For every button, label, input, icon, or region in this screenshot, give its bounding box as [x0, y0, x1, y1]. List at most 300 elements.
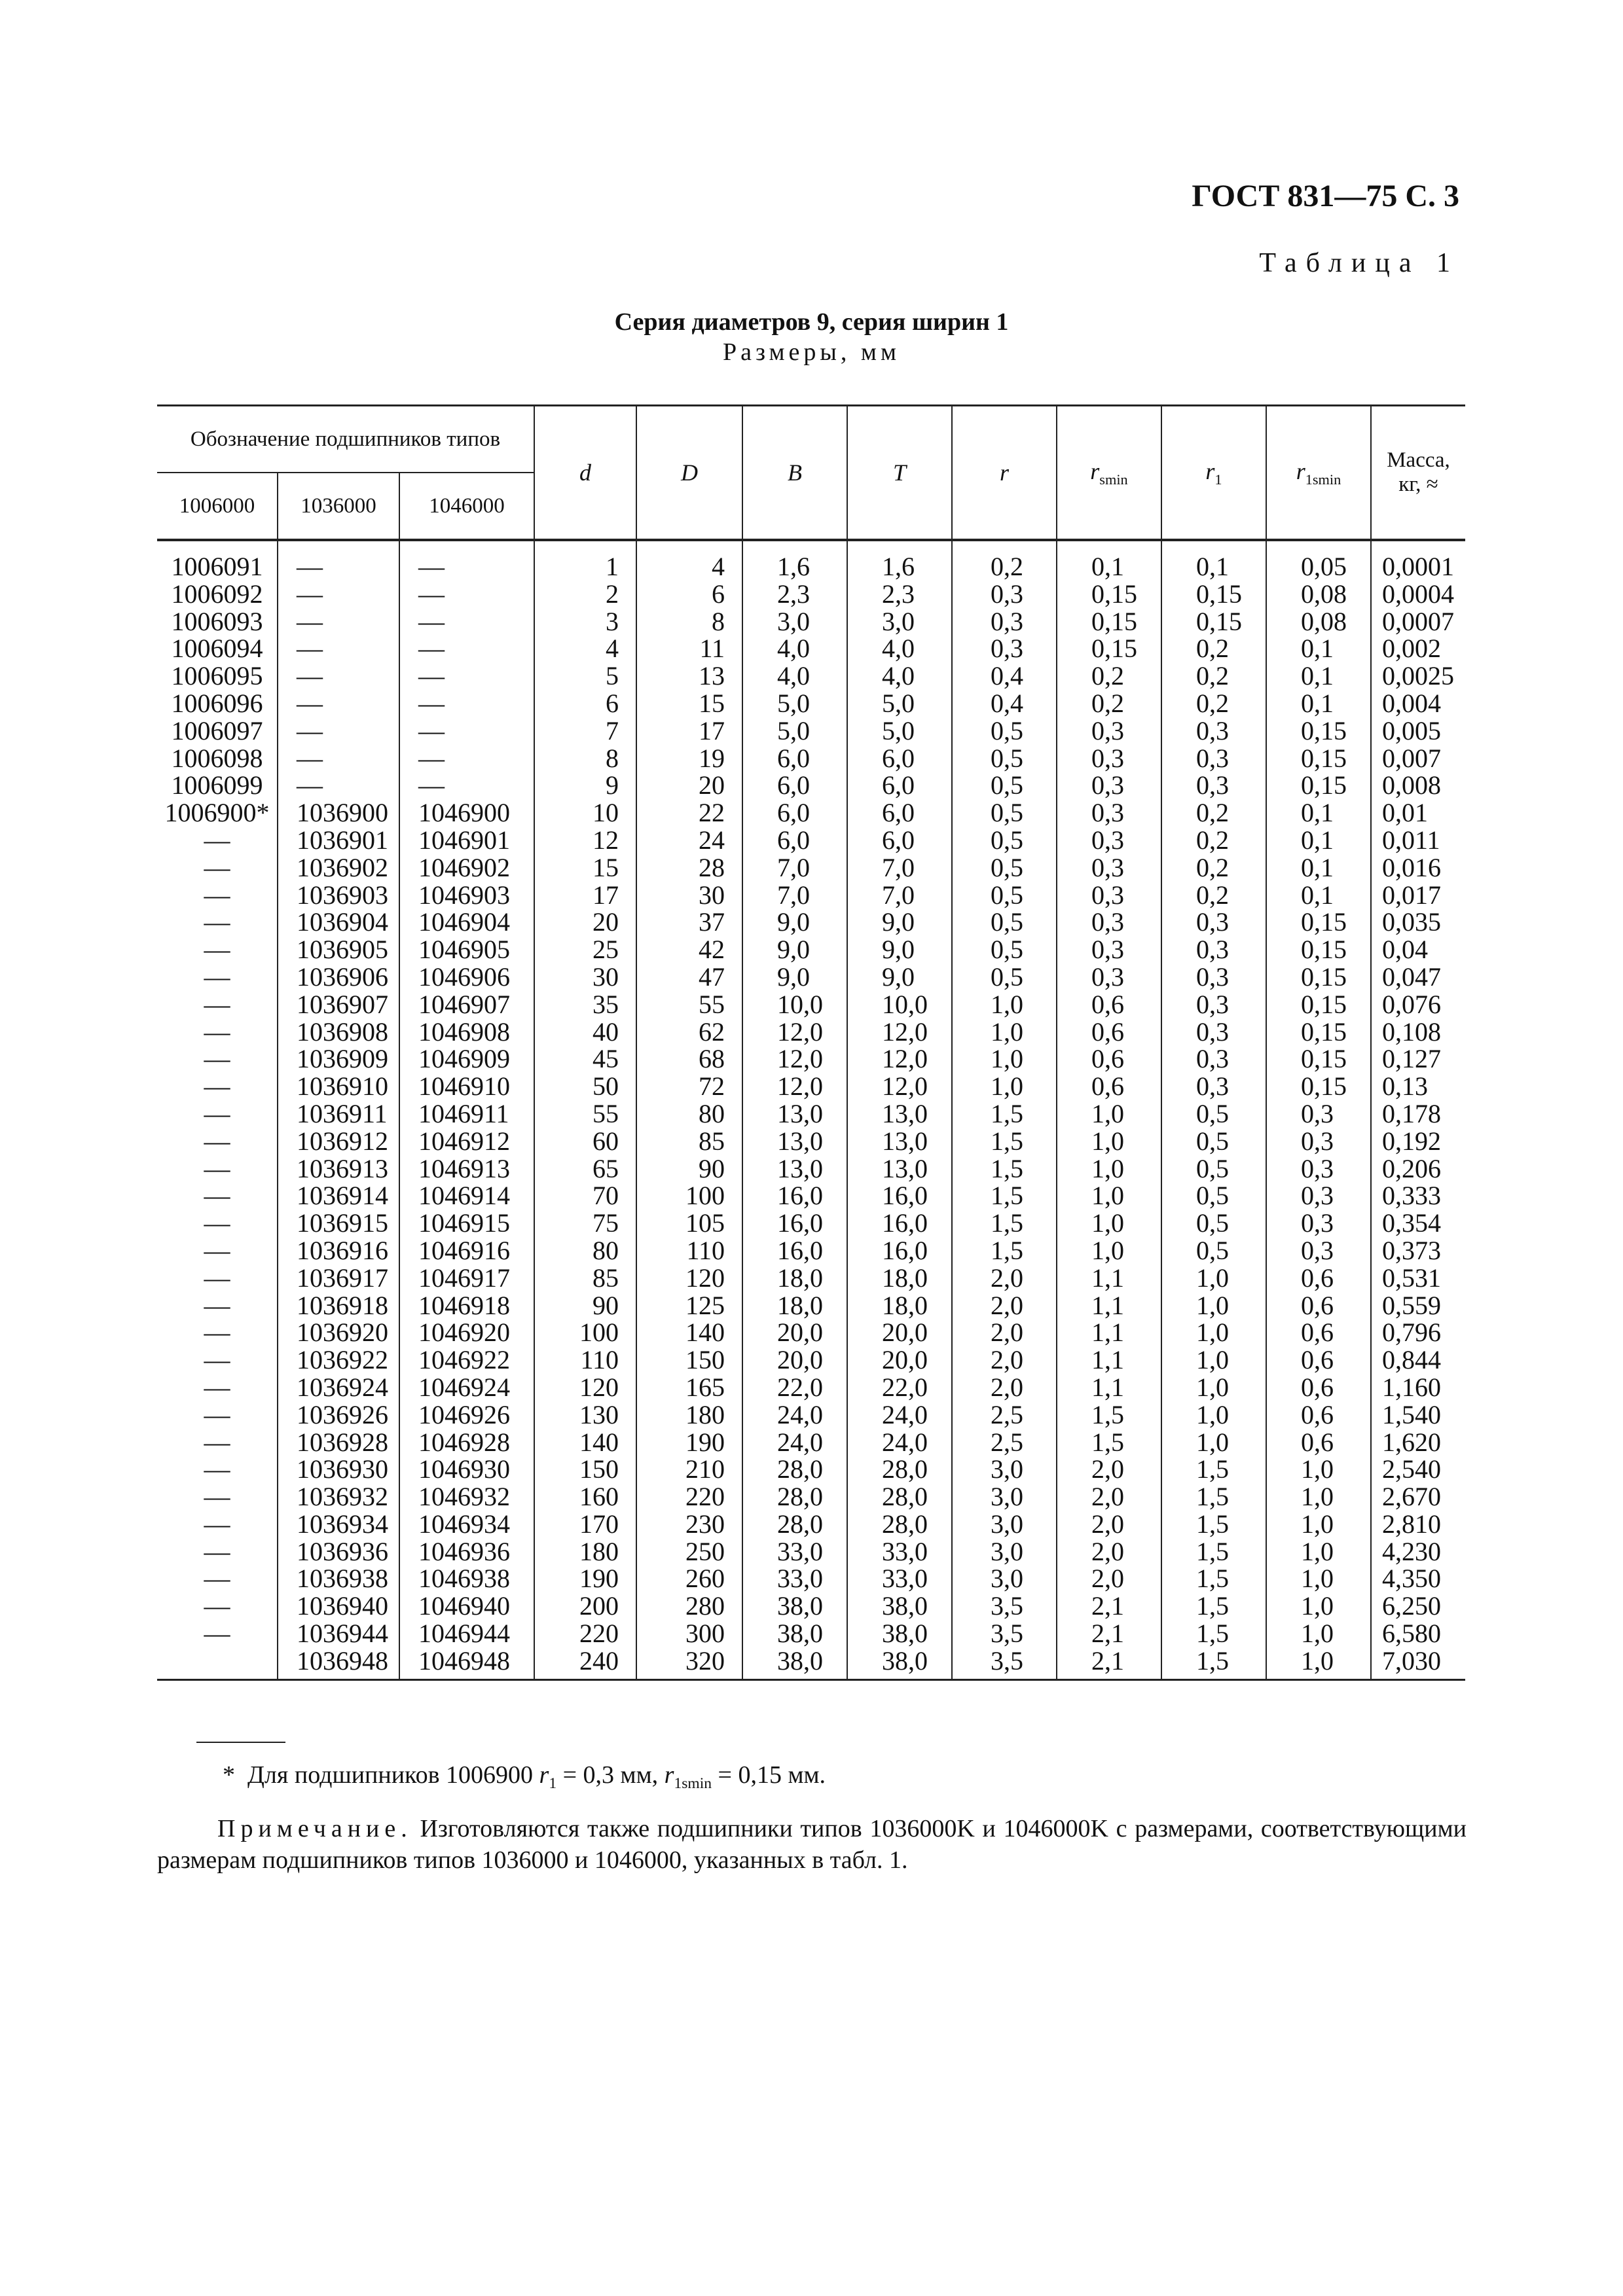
cell-mass: 0,047	[1371, 963, 1465, 991]
cell-rsmin: 1,1	[1057, 1292, 1161, 1319]
cell-d: 190	[534, 1565, 636, 1592]
cell-r1: 1,0	[1161, 1346, 1266, 1374]
table-row	[157, 1483, 1465, 1511]
cell-type-1006000: —	[157, 991, 278, 1018]
cell-d: 110	[534, 1346, 636, 1374]
cell-B: 20,0	[742, 1346, 847, 1374]
cell-type-1036000: 1036910	[278, 1073, 399, 1100]
cell-D: 62	[636, 1018, 742, 1046]
cell-r1: 0,5	[1161, 1128, 1266, 1155]
cell-D: 13	[636, 662, 742, 690]
cell-D: 24	[636, 827, 742, 854]
cell-d: 3	[534, 608, 636, 636]
cell-T: 6,0	[847, 799, 952, 827]
footnote-marker: *	[223, 1761, 235, 1789]
cell-r1: 1,5	[1161, 1565, 1266, 1592]
cell-D: 320	[636, 1647, 742, 1679]
table-row	[157, 854, 1465, 882]
cell-type-1046000: 1046930	[399, 1456, 534, 1483]
cell-D: 11	[636, 635, 742, 662]
cell-type-1006000: —	[157, 854, 278, 882]
table-head	[157, 406, 1465, 541]
table-row	[157, 1401, 1465, 1429]
cell-type-1006000: —	[157, 1018, 278, 1046]
cell-type-1006000: —	[157, 1483, 278, 1511]
cell-r: 1,0	[952, 1018, 1057, 1046]
col-header-type-1036000: 1036000	[278, 473, 399, 540]
cell-type-1046000: 1046924	[399, 1374, 534, 1401]
cell-r1: 0,2	[1161, 635, 1266, 662]
cell-rsmin: 2,0	[1057, 1456, 1161, 1483]
cell-T: 20,0	[847, 1319, 952, 1346]
cell-d: 40	[534, 1018, 636, 1046]
cell-T: 24,0	[847, 1429, 952, 1456]
cell-rsmin: 1,1	[1057, 1374, 1161, 1401]
cell-d: 130	[534, 1401, 636, 1429]
cell-rsmin: 0,6	[1057, 991, 1161, 1018]
cell-rsmin: 1,5	[1057, 1401, 1161, 1429]
cell-D: 6	[636, 581, 742, 608]
cell-r1: 0,5	[1161, 1210, 1266, 1237]
cell-r1smin: 0,6	[1266, 1429, 1371, 1456]
cell-B: 22,0	[742, 1374, 847, 1401]
cell-B: 12,0	[742, 1045, 847, 1073]
cell-mass: 0,531	[1371, 1265, 1465, 1292]
cell-r1smin: 0,1	[1266, 882, 1371, 909]
cell-B: 38,0	[742, 1647, 847, 1679]
cell-B: 18,0	[742, 1292, 847, 1319]
cell-T: 7,0	[847, 882, 952, 909]
cell-D: 140	[636, 1319, 742, 1346]
table-row	[157, 1456, 1465, 1483]
cell-r1smin: 0,15	[1266, 745, 1371, 772]
table-body	[157, 540, 1465, 1679]
cell-T: 13,0	[847, 1100, 952, 1128]
bearing-table	[157, 404, 1465, 1681]
cell-type-1006000: —	[157, 1155, 278, 1183]
cell-r1: 1,0	[1161, 1374, 1266, 1401]
cell-type-1006000: —	[157, 1073, 278, 1100]
col-header-B: B	[742, 406, 847, 541]
cell-r1: 0,3	[1161, 991, 1266, 1018]
cell-type-1046000: 1046901	[399, 827, 534, 854]
table-title-line2: Размеры, мм	[722, 338, 900, 366]
cell-d: 240	[534, 1647, 636, 1679]
cell-r1smin: 0,08	[1266, 608, 1371, 636]
cell-rsmin: 0,1	[1057, 540, 1161, 581]
cell-type-1036000: 1036903	[278, 882, 399, 909]
cell-r1smin: 1,0	[1266, 1592, 1371, 1620]
cell-B: 33,0	[742, 1538, 847, 1566]
cell-rsmin: 1,5	[1057, 1429, 1161, 1456]
cell-d: 70	[534, 1182, 636, 1210]
table-row	[157, 717, 1465, 745]
cell-T: 33,0	[847, 1565, 952, 1592]
cell-type-1036000: 1036905	[278, 936, 399, 963]
cell-type-1036000: 1036906	[278, 963, 399, 991]
cell-B: 2,3	[742, 581, 847, 608]
table-row	[157, 827, 1465, 854]
cell-type-1046000: 1046916	[399, 1237, 534, 1265]
cell-D: 37	[636, 908, 742, 936]
cell-D: 105	[636, 1210, 742, 1237]
cell-r1: 1,0	[1161, 1319, 1266, 1346]
footnote-r1smin-value: = 0,15 мм.	[718, 1761, 826, 1789]
cell-type-1006000: —	[157, 1292, 278, 1319]
cell-r1smin: 0,6	[1266, 1319, 1371, 1346]
cell-rsmin: 0,3	[1057, 745, 1161, 772]
cell-d: 4	[534, 635, 636, 662]
table-row	[157, 1210, 1465, 1237]
cell-mass: 0,0004	[1371, 581, 1465, 608]
cell-B: 28,0	[742, 1483, 847, 1511]
cell-type-1036000: 1036908	[278, 1018, 399, 1046]
cell-B: 38,0	[742, 1592, 847, 1620]
cell-r1: 0,5	[1161, 1237, 1266, 1265]
cell-r1: 0,5	[1161, 1182, 1266, 1210]
cell-type-1036000: 1036920	[278, 1319, 399, 1346]
table-row	[157, 1018, 1465, 1046]
note-label: Примечание.	[217, 1815, 412, 1842]
cell-r: 3,5	[952, 1620, 1057, 1647]
cell-T: 13,0	[847, 1128, 952, 1155]
cell-B: 6,0	[742, 827, 847, 854]
cell-B: 10,0	[742, 991, 847, 1018]
cell-d: 140	[534, 1429, 636, 1456]
cell-r: 1,5	[952, 1210, 1057, 1237]
cell-r1smin: 0,05	[1266, 540, 1371, 581]
cell-r: 0,5	[952, 717, 1057, 745]
table-row	[157, 635, 1465, 662]
cell-type-1006000: 1006097	[157, 717, 278, 745]
cell-r1smin: 0,3	[1266, 1237, 1371, 1265]
cell-rsmin: 0,6	[1057, 1018, 1161, 1046]
cell-type-1036000: 1036904	[278, 908, 399, 936]
cell-d: 20	[534, 908, 636, 936]
cell-type-1046000: 1046905	[399, 936, 534, 963]
cell-r: 2,0	[952, 1292, 1057, 1319]
cell-r1: 1,5	[1161, 1647, 1266, 1679]
cell-r1smin: 0,6	[1266, 1346, 1371, 1374]
cell-T: 4,0	[847, 662, 952, 690]
cell-rsmin: 0,3	[1057, 799, 1161, 827]
cell-rsmin: 0,15	[1057, 581, 1161, 608]
cell-r1smin: 0,6	[1266, 1265, 1371, 1292]
cell-d: 170	[534, 1511, 636, 1538]
cell-r1: 1,5	[1161, 1511, 1266, 1538]
cell-d: 7	[534, 717, 636, 745]
cell-r1smin: 0,6	[1266, 1401, 1371, 1429]
cell-B: 6,0	[742, 745, 847, 772]
cell-r1: 1,0	[1161, 1265, 1266, 1292]
cell-type-1036000: 1036932	[278, 1483, 399, 1511]
cell-r1smin: 0,15	[1266, 936, 1371, 963]
cell-type-1006000: —	[157, 827, 278, 854]
cell-type-1036000: 1036914	[278, 1182, 399, 1210]
cell-r1: 1,0	[1161, 1292, 1266, 1319]
cell-type-1036000: —	[278, 608, 399, 636]
cell-mass: 0,04	[1371, 936, 1465, 963]
cell-D: 110	[636, 1237, 742, 1265]
cell-D: 17	[636, 717, 742, 745]
col-header-d: d	[534, 406, 636, 541]
cell-T: 5,0	[847, 717, 952, 745]
cell-r: 3,0	[952, 1538, 1057, 1566]
cell-T: 28,0	[847, 1511, 952, 1538]
cell-T: 12,0	[847, 1045, 952, 1073]
table-row	[157, 1265, 1465, 1292]
cell-type-1036000: 1036940	[278, 1592, 399, 1620]
cell-type-1036000: —	[278, 745, 399, 772]
cell-r: 0,5	[952, 908, 1057, 936]
cell-T: 6,0	[847, 772, 952, 799]
cell-T: 12,0	[847, 1073, 952, 1100]
cell-mass: 0,796	[1371, 1319, 1465, 1346]
cell-type-1006000: —	[157, 1401, 278, 1429]
cell-r1smin: 0,15	[1266, 1045, 1371, 1073]
cell-mass: 0,01	[1371, 799, 1465, 827]
cell-T: 9,0	[847, 908, 952, 936]
cell-T: 24,0	[847, 1401, 952, 1429]
cell-mass: 0,004	[1371, 690, 1465, 717]
cell-mass: 0,0007	[1371, 608, 1465, 636]
cell-type-1006000: —	[157, 1346, 278, 1374]
table-row	[157, 1565, 1465, 1592]
cell-r: 0,5	[952, 936, 1057, 963]
cell-type-1046000: 1046934	[399, 1511, 534, 1538]
table-row	[157, 608, 1465, 636]
cell-T: 6,0	[847, 827, 952, 854]
cell-D: 15	[636, 690, 742, 717]
cell-type-1036000: —	[278, 717, 399, 745]
cell-T: 1,6	[847, 540, 952, 581]
cell-rsmin: 1,1	[1057, 1346, 1161, 1374]
cell-D: 68	[636, 1045, 742, 1073]
cell-B: 16,0	[742, 1237, 847, 1265]
page-header: ГОСТ 831—75 С. 3	[1192, 179, 1459, 213]
cell-rsmin: 2,1	[1057, 1620, 1161, 1647]
cell-B: 24,0	[742, 1401, 847, 1429]
table-row	[157, 963, 1465, 991]
cell-D: 8	[636, 608, 742, 636]
table-row	[157, 1292, 1465, 1319]
cell-D: 72	[636, 1073, 742, 1100]
cell-D: 120	[636, 1265, 742, 1292]
cell-mass: 0,0025	[1371, 662, 1465, 690]
table-row	[157, 1128, 1465, 1155]
cell-type-1006000: 1006093	[157, 608, 278, 636]
cell-r1: 0,3	[1161, 745, 1266, 772]
cell-d: 17	[534, 882, 636, 909]
table-row	[157, 540, 1465, 581]
cell-B: 13,0	[742, 1128, 847, 1155]
cell-mass: 0,007	[1371, 745, 1465, 772]
cell-d: 85	[534, 1265, 636, 1292]
cell-type-1046000: —	[399, 745, 534, 772]
cell-type-1046000: —	[399, 662, 534, 690]
cell-type-1046000: 1046936	[399, 1538, 534, 1566]
cell-type-1036000: 1036944	[278, 1620, 399, 1647]
cell-r1smin: 0,15	[1266, 908, 1371, 936]
cell-B: 4,0	[742, 662, 847, 690]
cell-d: 6	[534, 690, 636, 717]
cell-r: 3,0	[952, 1483, 1057, 1511]
cell-mass: 0,108	[1371, 1018, 1465, 1046]
cell-type-1036000: 1036936	[278, 1538, 399, 1566]
cell-d: 100	[534, 1319, 636, 1346]
cell-r1: 0,2	[1161, 662, 1266, 690]
cell-type-1036000: —	[278, 581, 399, 608]
table-row	[157, 936, 1465, 963]
cell-r1: 0,3	[1161, 717, 1266, 745]
cell-d: 160	[534, 1483, 636, 1511]
table-row	[157, 991, 1465, 1018]
cell-type-1046000: 1046902	[399, 854, 534, 882]
cell-D: 260	[636, 1565, 742, 1592]
cell-r: 0,5	[952, 772, 1057, 799]
footnote: * Для подшипников 1006900 $r_1 = 0,3$ мм, $r_{1smin} = 0,15$ мм.	[223, 1761, 826, 1793]
cell-rsmin: 0,6	[1057, 1045, 1161, 1073]
cell-T: 16,0	[847, 1237, 952, 1265]
cell-type-1046000: 1046944	[399, 1620, 534, 1647]
cell-type-1036000: 1036918	[278, 1292, 399, 1319]
cell-type-1036000: 1036938	[278, 1565, 399, 1592]
cell-type-1046000: 1046900	[399, 799, 534, 827]
cell-mass: 0,373	[1371, 1237, 1465, 1265]
footnote-r1-value: = 0,3 мм,	[562, 1761, 659, 1789]
cell-type-1006000: —	[157, 1045, 278, 1073]
cell-r: 2,0	[952, 1374, 1057, 1401]
cell-d: 45	[534, 1045, 636, 1073]
cell-type-1046000: 1046922	[399, 1346, 534, 1374]
mass-header-line1: Масса,	[1387, 448, 1450, 472]
table-row	[157, 1592, 1465, 1620]
cell-rsmin: 1,0	[1057, 1210, 1161, 1237]
cell-D: 28	[636, 854, 742, 882]
cell-D: 42	[636, 936, 742, 963]
cell-type-1006000: —	[157, 1182, 278, 1210]
cell-T: 3,0	[847, 608, 952, 636]
cell-type-1006000: —	[157, 882, 278, 909]
cell-T: 18,0	[847, 1292, 952, 1319]
col-header-D: D	[636, 406, 742, 541]
cell-D: 280	[636, 1592, 742, 1620]
table-row	[157, 1045, 1465, 1073]
cell-type-1036000: 1036930	[278, 1456, 399, 1483]
cell-type-1036000: 1036913	[278, 1155, 399, 1183]
cell-type-1006000: 1006096	[157, 690, 278, 717]
note-paragraph	[157, 1813, 1467, 1876]
cell-r1smin: 0,15	[1266, 991, 1371, 1018]
cell-d: 80	[534, 1237, 636, 1265]
table-row	[157, 1237, 1465, 1265]
cell-rsmin: 2,1	[1057, 1592, 1161, 1620]
cell-r1smin: 1,0	[1266, 1511, 1371, 1538]
cell-D: 55	[636, 991, 742, 1018]
cell-D: 150	[636, 1346, 742, 1374]
cell-rsmin: 1,0	[1057, 1237, 1161, 1265]
cell-d: 35	[534, 991, 636, 1018]
cell-type-1046000: —	[399, 635, 534, 662]
table-row	[157, 772, 1465, 799]
cell-r1smin: 1,0	[1266, 1456, 1371, 1483]
cell-type-1046000: 1046904	[399, 908, 534, 936]
cell-rsmin: 2,0	[1057, 1511, 1161, 1538]
cell-mass: 2,540	[1371, 1456, 1465, 1483]
cell-r1smin: 0,3	[1266, 1100, 1371, 1128]
col-header-r1smin: $r_{1smin}$	[1266, 406, 1371, 541]
table-row	[157, 799, 1465, 827]
col-header-r: r	[952, 406, 1057, 541]
cell-mass: 6,580	[1371, 1620, 1465, 1647]
cell-T: 33,0	[847, 1538, 952, 1566]
cell-mass: 0,178	[1371, 1100, 1465, 1128]
cell-r1: 0,3	[1161, 1073, 1266, 1100]
cell-type-1046000: 1046906	[399, 963, 534, 991]
cell-D: 165	[636, 1374, 742, 1401]
cell-rsmin: 0,15	[1057, 608, 1161, 636]
cell-type-1006000: —	[157, 963, 278, 991]
cell-rsmin: 0,3	[1057, 882, 1161, 909]
cell-d: 25	[534, 936, 636, 963]
cell-r: 0,3	[952, 608, 1057, 636]
cell-d: 200	[534, 1592, 636, 1620]
cell-d: 90	[534, 1292, 636, 1319]
cell-d: 9	[534, 772, 636, 799]
cell-mass: 0,011	[1371, 827, 1465, 854]
cell-r1smin: 0,6	[1266, 1292, 1371, 1319]
cell-type-1006000: —	[157, 1592, 278, 1620]
cell-D: 250	[636, 1538, 742, 1566]
cell-r: 1,5	[952, 1100, 1057, 1128]
table-label: Таблица 1	[1259, 248, 1459, 278]
cell-mass: 4,230	[1371, 1538, 1465, 1566]
cell-mass: 0,559	[1371, 1292, 1465, 1319]
cell-T: 9,0	[847, 936, 952, 963]
table-row	[157, 1511, 1465, 1538]
cell-D: 230	[636, 1511, 742, 1538]
cell-r1: 0,2	[1161, 882, 1266, 909]
cell-rsmin: 0,15	[1057, 635, 1161, 662]
cell-type-1036000: —	[278, 772, 399, 799]
cell-mass: 7,030	[1371, 1647, 1465, 1679]
cell-r1: 0,3	[1161, 772, 1266, 799]
cell-r1smin: 1,0	[1266, 1483, 1371, 1511]
cell-r1smin: 0,3	[1266, 1210, 1371, 1237]
cell-type-1006000: 1006094	[157, 635, 278, 662]
cell-type-1006000: 1006900*	[157, 799, 278, 827]
cell-d: 30	[534, 963, 636, 991]
cell-r1smin: 0,08	[1266, 581, 1371, 608]
cell-type-1046000: 1046948	[399, 1647, 534, 1679]
cell-rsmin: 0,2	[1057, 690, 1161, 717]
cell-type-1046000: 1046909	[399, 1045, 534, 1073]
cell-r1: 0,15	[1161, 581, 1266, 608]
cell-r: 0,4	[952, 662, 1057, 690]
cell-B: 33,0	[742, 1565, 847, 1592]
cell-type-1006000: —	[157, 1511, 278, 1538]
cell-r: 2,0	[952, 1346, 1057, 1374]
cell-B: 4,0	[742, 635, 847, 662]
cell-r: 1,5	[952, 1155, 1057, 1183]
cell-type-1006000: —	[157, 1100, 278, 1128]
cell-rsmin: 1,0	[1057, 1182, 1161, 1210]
cell-r1smin: 0,6	[1266, 1374, 1371, 1401]
cell-type-1046000: 1046903	[399, 882, 534, 909]
cell-B: 9,0	[742, 963, 847, 991]
cell-D: 4	[636, 540, 742, 581]
cell-B: 18,0	[742, 1265, 847, 1292]
